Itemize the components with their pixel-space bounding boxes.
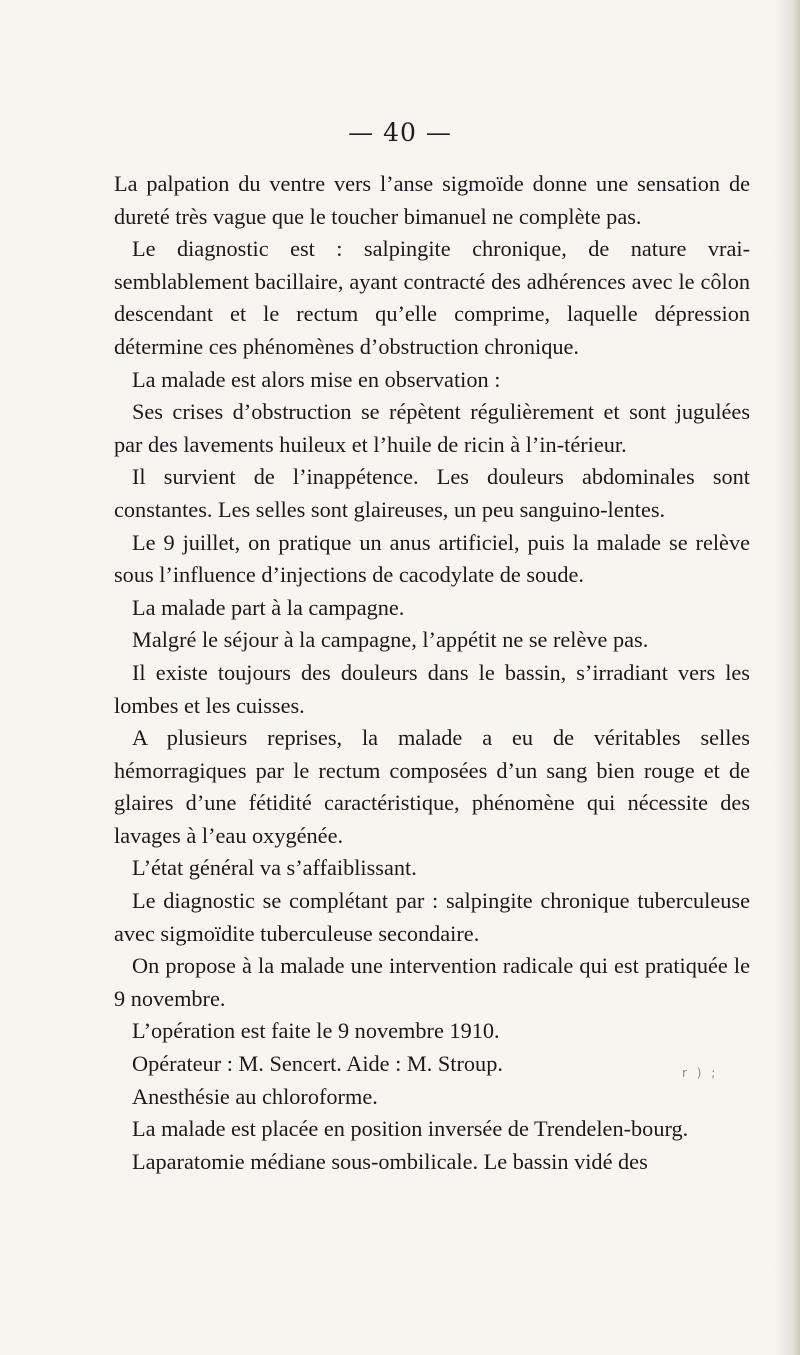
paragraph-palpation: La palpation du ventre vers l’anse sigmoïde donne une sensation de dureté très vague que le toucher bimanuel ne complète pas. [114,171,750,229]
paragraph-douleurs: Il existe toujours des douleurs dans le bassin, s’irradiant vers les lombes et les cuisses. [114,659,750,718]
paragraph-laparatomie: Laparatomie médiane sous-ombilicale. Le bassin vidé des [132,1148,648,1174]
paragraph-operateur: Opérateur : M. Sencert. Aide : M. Stroup. [132,1051,503,1077]
paragraph-etat-general: L’état général va s’affaiblissant. [132,855,417,881]
paragraph-crises: Ses crises d’obstruction se répètent régulièrement et sont jugulées par des lavements huileux et l’huile de ricin à l’in-térieur. [114,399,750,457]
paragraph-sejour: Malgré le séjour à la campagne, l’appétit ne se relève pas. [132,627,649,653]
body-text [114,168,750,1178]
paragraph-anus-artificiel: Le 9 juillet, on pratique un anus artificiel, puis la malade se relève sous l’influence d’injections de cacodylate de soude. [114,529,750,588]
paragraph-observation: La malade est alors mise en observation : [132,366,501,392]
paragraph-anesthesie: Anesthésie au chloroforme. [132,1083,378,1109]
paragraph-campagne: La malade part à la campagne. [132,594,405,620]
paragraph-hemorragiques: A plusieurs reprises, la malade a eu de véritables selles hémorragiques par le rectum composées d’un sang bien rouge et de glaires d’une fétidité caractéristique, phénomène qui nécessite des lavages à l’eau oxygénée. [114,725,750,848]
paragraph-intervention: On propose à la malade une intervention radicale qui est pratiquée le 9 novembre. [114,953,750,1011]
margin-mark: r ) ; [682,1066,719,1080]
page-number: — 40 — [348,118,452,147]
paragraph-position: La malade est placée en position inversée de Trendelen-bourg. [132,1116,689,1142]
paragraph-diagnostic: Le diagnostic est : salpingite chronique, de nature vrai-semblablement bacillaire, ayant contracté des adhérences avec le côlon descendant et le rectum qu’elle comprime, laquelle dépression détermine ces phénomènes d’obstruction chronique. [114,236,750,359]
page-edge-shadow [774,0,800,1355]
paragraph-inappetence: Il survient de l’inappétence. Les douleurs abdominales sont constantes. Les selles sont glaireuses, un peu sanguino-lentes. [114,464,750,522]
paragraph-diagnostic-final: Le diagnostic se complétant par : salpingite chronique tuberculeuse avec sigmoïdite tuberculeuse secondaire. [114,888,750,946]
paragraph-operation-date: L’opération est faite le 9 novembre 1910. [132,1018,500,1044]
